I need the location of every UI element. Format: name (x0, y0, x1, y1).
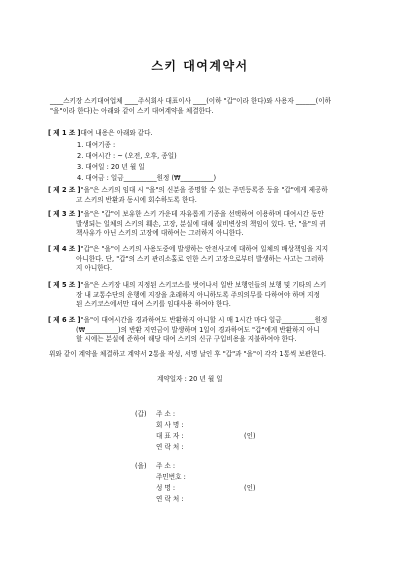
party-eul-field: 성 명 : (156, 484, 176, 492)
party-eul-field: 주 소 : (156, 462, 176, 470)
intro-line: ____스키장 스키대여업체 ____주식회사 대표이사 ____(이하 "갑"이라 한다)와 사용자 ______(이하 (50, 97, 331, 105)
party-gap-field: 연 락 처 : (156, 443, 184, 451)
article-1-heading: [ 제 1 조 ] (48, 129, 81, 137)
document-title: 스키 대여계약서 (151, 59, 249, 73)
article-2-line: "을"은 스키의 임대 시 "을"의 신분을 증명할 수 있는 주민등록증 등을 "갑"에게 제공하 (80, 186, 328, 194)
article-5-line: 된 스키코스에서만 대여 스키를 임대사용 하여야 한다. (76, 300, 231, 309)
article-1-item: 2. 대여시간 : ~ (오전, 오후, 종일) (77, 152, 177, 160)
party-gap-field: 주 소 : (156, 410, 176, 418)
article-1 (48, 129, 356, 139)
party-gap-seal: (인) (244, 432, 256, 440)
party-eul-field: 연 락 처 : (156, 495, 184, 503)
party-eul-seal: (인) (244, 484, 256, 492)
article-6-line: (₩__________)의 반환 지연금이 발생하며 1일이 경과하여도 "갑"에게 반환하지 아니 (76, 325, 320, 334)
article-2-line: 고 스키의 반환과 동시에 회수하도록 한다. (76, 195, 197, 204)
article-4 (48, 245, 356, 274)
closing-statement: 위와 같이 계약을 체결하고 계약서 2통을 작성, 서명 날인 후 "갑"과 "을"이 각각 1통씩 보관한다. (49, 350, 326, 358)
article-1-text: 대여 내용은 아래와 같다. (80, 129, 153, 137)
article-3 (48, 210, 356, 239)
intro-line: "을"이라 한다)는 아래와 같이 스키 대여계약을 체결한다. (50, 106, 214, 115)
article-5-line: "을"은 스키장 내의 지정된 스키코스를 벗어나서 일반 보행인들의 보행 및 기타의 스키 (80, 281, 327, 289)
article-4-line: 아니한다. 단, "갑"의 스키 관리소홀로 인한 스키 고장으로부터 발생하는 사고는 그러하 (76, 254, 324, 263)
party-gap-label: (갑) (135, 410, 147, 418)
article-6-heading: [ 제 6 조 ] (48, 316, 81, 324)
article-4-line: "갑"은 "을"이 스키의 사용도중에 발생하는 안전사고에 대하여 일체의 배상책임을 지지 (80, 245, 329, 253)
article-3-line: 발생되는 일체의 스키의 훼손, 고장, 분실에 대해 실비변상의 책임이 있다. 단, "을"의 귀 (76, 219, 326, 228)
article-3-heading: [ 제 3 조 ] (48, 210, 81, 218)
article-5-heading: [ 제 5 조 ] (48, 281, 81, 289)
article-3-line: 책사유가 아닌 스키의 고장에 대하여는 그러하지 아니한다. (76, 229, 244, 238)
article-4-heading: [ 제 4 조 ] (48, 245, 81, 253)
contract-date: 계약일자 : 20 년 월 일 (157, 375, 223, 383)
party-gap-field: 회 사 명 : (156, 421, 184, 429)
article-3-line: "을"은 "갑"이 보유한 스키 가운데 자유롭게 기종을 선택하여 이용하며 대여시간 동안 (80, 210, 324, 218)
article-6-line: "을"이 대여시간을 경과하여도 반환하지 아니할 시 매 1시간 마다 일금__________원정 (80, 316, 328, 324)
intro-paragraph (50, 97, 331, 116)
article-2-heading: [ 제 2 조 ] (48, 186, 81, 194)
article-4-line: 지 아니한다. (76, 264, 113, 273)
article-6-line: 할 시에는 분실에 준하여 해당 대여 스키의 신규 구입비용을 지불하여야 한다. (76, 335, 297, 344)
article-5 (48, 281, 356, 310)
party-eul-label: (을) (135, 462, 147, 470)
party-gap-field: 대 표 자 : (156, 432, 184, 440)
article-1-item: 4. 대여금 : 일금__________원정 (₩__________) (77, 174, 217, 182)
article-6 (48, 316, 356, 345)
article-1-item: 3. 대여일 : 20 년 월 일 (77, 163, 145, 171)
article-5-line: 장 내 교통수단의 운행에 지장을 초래하지 아니하도록 주의의무를 다하여야 하며 지정 (76, 290, 320, 299)
article-1-item: 1. 대여기종 : (77, 141, 116, 149)
article-2 (48, 186, 356, 205)
party-eul-field: 주민번호 : (156, 473, 186, 481)
